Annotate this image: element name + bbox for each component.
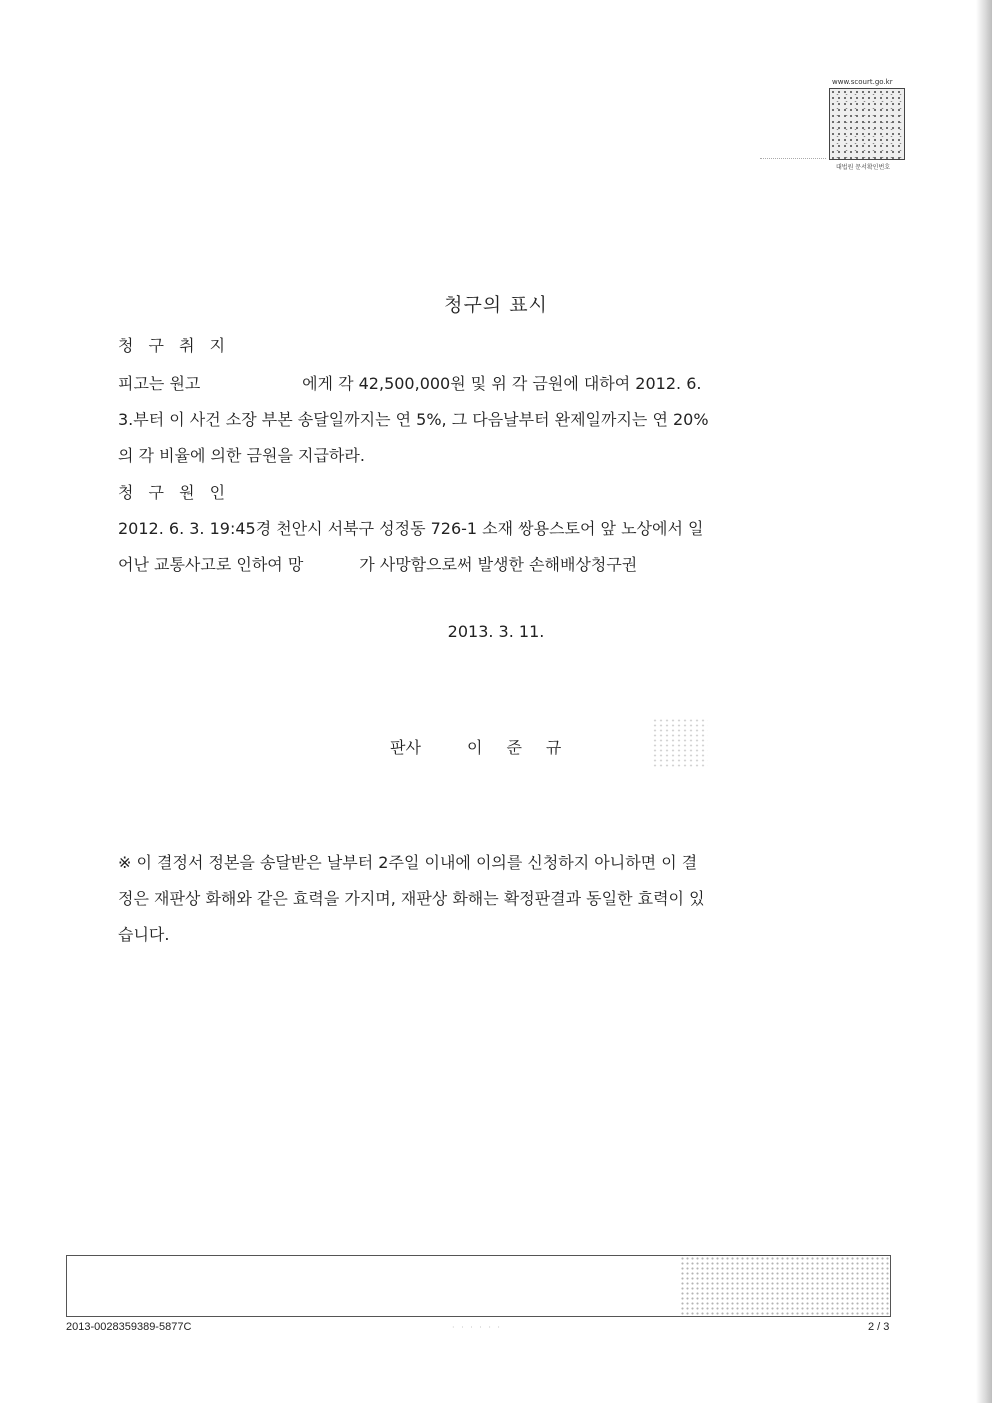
notice-line: ※ 이 결정서 정본을 송달받은 날부터 2주일 이내에 이의를 신청하지 아니하면 이 결	[118, 853, 698, 872]
claim-purpose-line: 3.부터 이 사건 소장 부본 송달일까지는 연 5%, 그 다음날부터 완제일까지는 연 20%	[118, 410, 709, 429]
stamp-dotted-rule	[760, 158, 826, 159]
verification-stamp	[826, 78, 906, 172]
stamp-qr-code	[829, 88, 905, 160]
page-number: 2 / 3	[868, 1321, 890, 1333]
judge-name: 이준규	[467, 738, 586, 757]
claim-cause-line: 어난 교통사고로 인하여 망 가 사망함으로써 발생한 손해배상청구권	[118, 555, 638, 574]
document-date: 2013. 3. 11.	[447, 622, 545, 641]
page-edge-shadow	[976, 0, 992, 1403]
claim-purpose-line: 피고는 원고 에게 각 42,500,000원 및 위 각 금원에 대하여 2012. 6.	[118, 374, 702, 393]
stamp-caption: 대법원 문서확인번호	[836, 164, 891, 171]
judge-title: 판사	[390, 738, 421, 757]
document-title: 청구의 표시	[444, 294, 548, 316]
claim-purpose-heading: 청 구 취 지	[118, 336, 231, 355]
footer-barcode-box	[66, 1255, 891, 1317]
seal-mark	[652, 718, 708, 768]
document-id: 2013-0028359389-5877C	[66, 1321, 192, 1333]
notice-line: 정은 재판상 화해와 같은 효력을 가지며, 재판상 화해는 확정판결과 동일한 효력이 있	[118, 889, 705, 908]
claim-cause-line: 2012. 6. 3. 19:45경 천안시 서북구 성정동 726-1 소재 쌍용스토어 앞 노상에서 일	[118, 519, 704, 538]
footer-faint-marks: · · · · · ·	[452, 1323, 502, 1332]
stamp-url: www.scourt.go.kr	[832, 78, 893, 86]
claim-purpose-line: 의 각 비율에 의한 금원을 지급하라.	[118, 446, 365, 465]
claim-cause-heading: 청 구 원 인	[118, 483, 231, 502]
notice-line: 습니다.	[118, 925, 170, 944]
